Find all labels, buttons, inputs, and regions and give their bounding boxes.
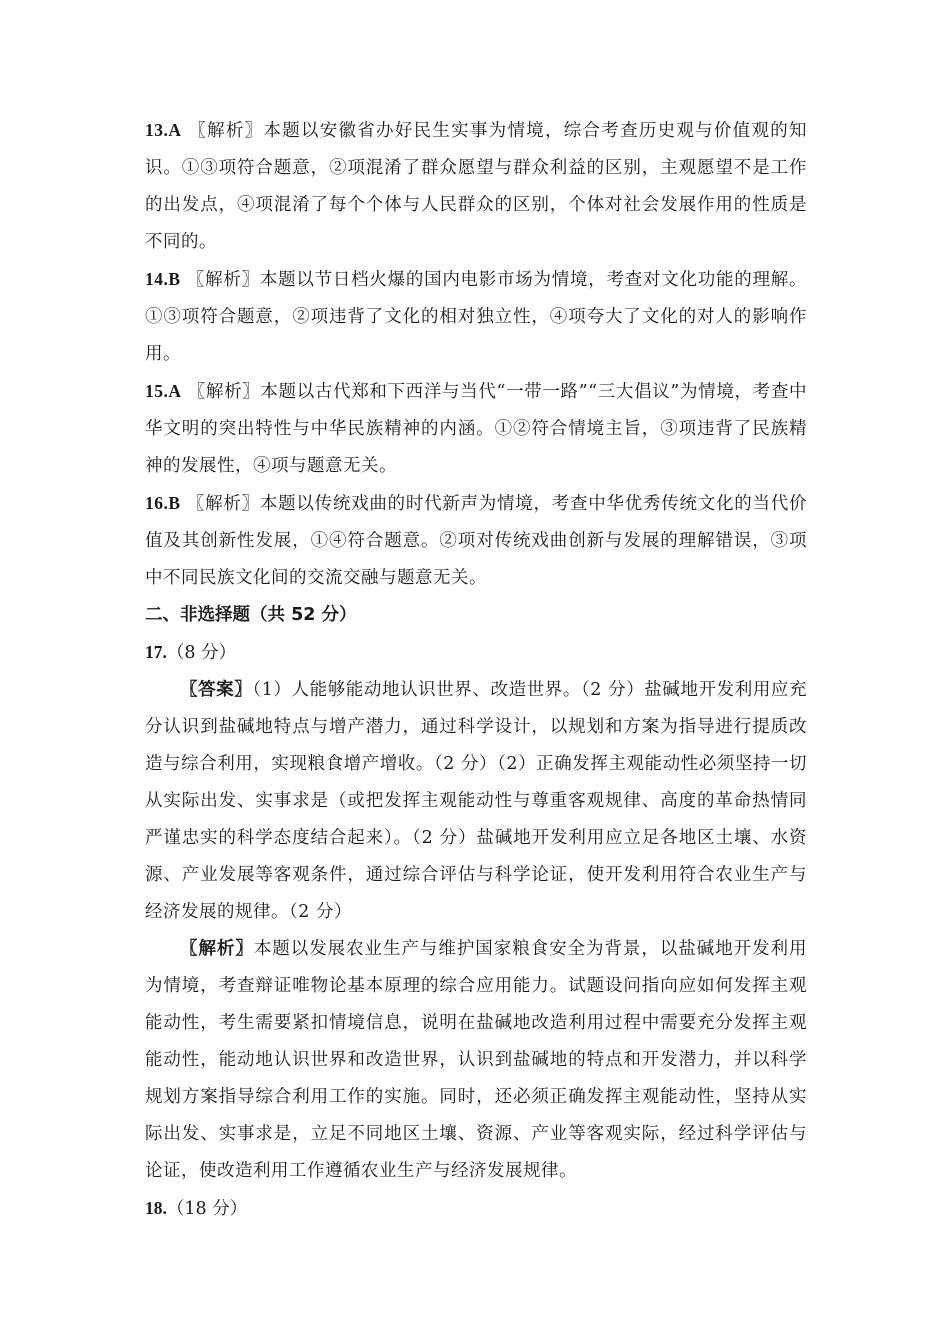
item-number: 14.B <box>145 269 181 289</box>
question-17-analysis <box>145 931 807 1190</box>
item-number: 15.A <box>145 381 182 401</box>
item-text: 〖解析〗本题以古代郑和下西洋与当代“一带一路”“三大倡议”为情境，考查中华文明的突出特性与中华民族精神的内涵。①②符合情境主旨，③项违背了民族精神的发展性，④项与题意无关。 <box>145 382 807 476</box>
item-15 <box>145 373 807 485</box>
item-number: 16.B <box>145 493 181 513</box>
item-text: 〖解析〗本题以传统戏曲的时代新声为情境，考查中华优秀传统文化的当代价值及其创新性发展，①④符合题意。②项对传统戏曲创新与发展的理解错误，③项中不同民族文化间的交流交融与题意无关。 <box>145 494 807 588</box>
section-title: 二、非选择题（共 52 分） <box>145 605 357 625</box>
item-13 <box>145 112 807 261</box>
answer-label: 〖答案〗 <box>180 680 253 700</box>
question-number: 17. <box>145 642 167 662</box>
item-text: 〖解析〗本题以安徽省办好民生实事为情境，综合考查历史观与价值观的知识。①③项符合题意，②项混淆了群众愿望与群众利益的区别，主观愿望不是工作的出发点，④项混淆了每个个体与人民群众的区别，个体对社会发展作用的性质是不同的。 <box>145 121 807 252</box>
question-score: （18 分） <box>166 1199 248 1219</box>
question-18-header <box>145 1190 807 1228</box>
question-17-header <box>145 634 807 672</box>
answer-text: （1）人能够能动地认识世界、改造世界。（2 分）盐碱地开发利用应充分认识到盐碱地特点与增产潜力，通过科学设计，以规划和方案为指导进行提质改造与综合利用，实现粮食增产增收。（2 分）（2）正确发挥主观能动性必须坚持一切从实际出发、实事求是（或把发挥主观能动性与尊重客观规律、高度的革命热情同严谨忠实的科学态度结合起来）。（2 分）盐碱地开发利用应立足各地区土壤、水资源、产业发展等客观条件，通过综合评估与科学论证，使开发利用符合农业生产与经济发展的规律。（2 分） <box>145 680 807 922</box>
item-number: 13.A <box>145 120 182 140</box>
item-14 <box>145 261 807 373</box>
question-number: 18. <box>145 1198 167 1218</box>
item-16 <box>145 485 807 597</box>
answer-page <box>145 112 807 1228</box>
question-17-answer <box>145 672 807 931</box>
question-score: （8 分） <box>166 643 237 663</box>
analysis-text: 本题以发展农业生产与维护国家粮食安全为背景，以盐碱地开发利用为情境，考查辩证唯物论基本原理的综合应用能力。试题设问指向应如何发挥主观能动性，考生需要紧扣情境信息，说明在盐碱地改造利用过程中需要充分发挥主观能动性，能动地认识世界和改造世界，认识到盐碱地的特点和开发潜力，并以科学规划方案指导综合利用工作的实施。同时，还必须正确发挥主观能动性，坚持从实际出发、实事求是，立足不同地区土壤、资源、产业等客观实际，经过科学评估与论证，使改造利用工作遵循农业生产与经济发展规律。 <box>145 939 808 1181</box>
item-text: 〖解析〗本题以节日档火爆的国内电影市场为情境，考查对文化功能的理解。①③项符合题意，②项违背了文化的相对独立性，④项夸大了文化的对人的影响作用。 <box>145 270 807 364</box>
analysis-label: 〖解析〗 <box>180 939 254 959</box>
